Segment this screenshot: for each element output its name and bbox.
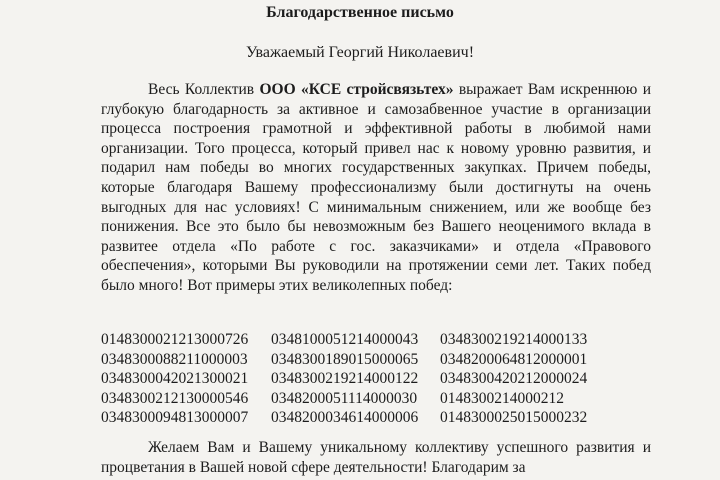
codes-row — [101, 350, 661, 370]
purchase-code: 0348300189015000065 — [271, 350, 419, 368]
purchase-codes-list — [101, 330, 661, 428]
purchase-code: 0348200034614000006 — [271, 409, 419, 427]
letter-greeting: Уважаемый Георгий Николаевич! — [245, 44, 475, 61]
purchase-code: 0348200051114000030 — [271, 389, 418, 407]
body-start-text: Весь Коллектив — [148, 81, 260, 98]
purchase-code: 0148300214000212 — [440, 389, 564, 407]
purchase-code: 0348300420212000024 — [440, 370, 588, 388]
purchase-code: 0348300212130000546 — [101, 389, 249, 407]
purchase-code: 0348300088211000003 — [101, 350, 248, 368]
letter-closing — [101, 438, 651, 477]
purchase-code: 0348100051214000043 — [271, 331, 419, 348]
purchase-code: 0348300219214000133 — [440, 331, 588, 348]
purchase-code: 0348200064812000001 — [440, 350, 588, 368]
codes-row — [101, 408, 661, 428]
codes-row — [101, 330, 661, 350]
body-rest-text: выражает Вам искреннюю и глубокую благодарность за активное и самозабвенное участие в организации процесса построения грамотной и эффективной работы в любимой нами организации. Того процесса, который привел нас к новому уровню развития, и подарил нам победы во многих государственных закупках. Причем победы, которые благодаря Вашему профессионализму были достигнуты на очень выгодных для нас условиях! С минимальным снижением, или же вообще без понижения. Все это было бы невозможным без Вашего неоценимого вклада в развитее отдела «По работе с гос. заказчиками» и отдела «Правового обеспечения», которыми Вы руководили на протяжении семи лет. Таких побед было много! Вот примеры этих великолепных побед: — [101, 81, 651, 294]
codes-row — [101, 369, 661, 389]
letter-title: Благодарственное письмо — [266, 4, 454, 21]
letter-body — [101, 80, 651, 296]
closing-paragraph: Желаем Вам и Вашему уникальному коллективу успешного развития и процветания в Вашей новой сфере деятельности! Благодарим за — [101, 439, 651, 476]
purchase-code: 0348300219214000122 — [271, 370, 419, 388]
purchase-code: 0148300025015000232 — [440, 409, 588, 427]
purchase-code: 0148300021213000726 — [101, 331, 249, 348]
company-name: ООО «КСЕ стройсвязьтех» — [259, 81, 454, 98]
codes-row — [101, 389, 661, 409]
purchase-code: 0348300094813000007 — [101, 409, 249, 427]
purchase-code: 0348300042021300021 — [101, 370, 249, 388]
body-paragraph — [101, 80, 651, 296]
